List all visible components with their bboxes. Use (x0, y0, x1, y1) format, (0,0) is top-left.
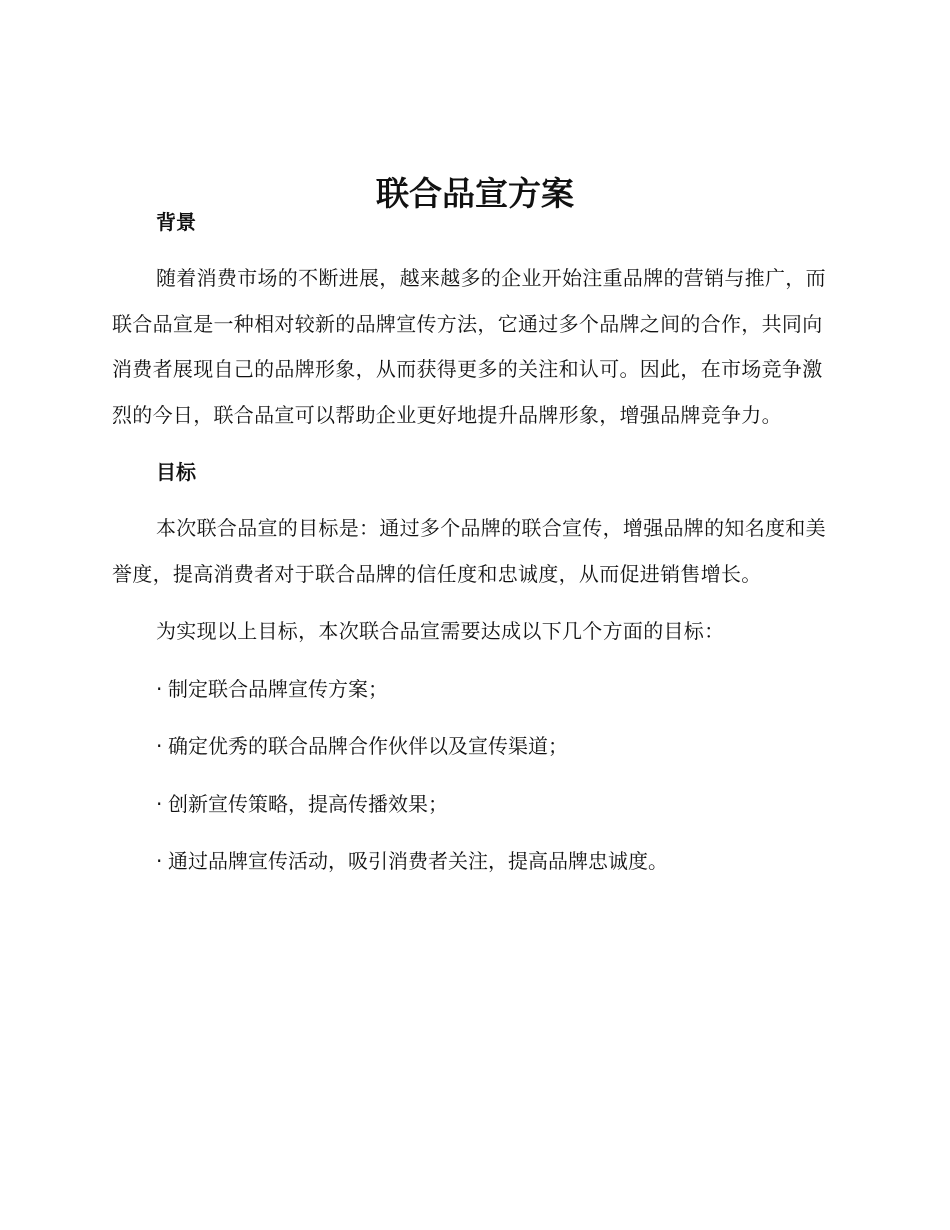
goals-bullet-list (112, 667, 832, 885)
section-goals (112, 450, 832, 885)
list-item (112, 724, 832, 770)
list-item (112, 782, 832, 828)
list-item-text: 创新宣传策略，提高传播效果； (168, 791, 448, 816)
list-item-text: 通过品牌宣传活动，吸引消费者关注，提高品牌忠诚度。 (168, 849, 668, 873)
document-body (112, 200, 832, 897)
section-heading-goals: 目标 (156, 460, 196, 484)
document-title: 联合品宣方案 (376, 174, 574, 214)
section-heading-background: 背景 (156, 210, 196, 234)
list-item (112, 839, 832, 885)
bullet-dot-icon: · (156, 791, 163, 816)
background-paragraph: 随着消费市场的不断进展，越来越多的企业开始注重品牌的营销与推广，而联合品宣是一种相对较新的品牌宣传方法，它通过多个品牌之间的合作，共同向消费者展现自己的品牌形象，从而获得更多的关注和认可。因此，在市场竞争激烈的今日，联合品宣可以帮助企业更好地提升品牌形象，增强品牌竞争力。 (112, 266, 826, 427)
list-item-text: 确定优秀的联合品牌合作伙伴以及宣传渠道； (168, 734, 568, 758)
goals-paragraph-1: 本次联合品宣的目标是：通过多个品牌的联合宣传，增强品牌的知名度和美誉度，提高消费者对于联合品牌的信任度和忠诚度，从而促进销售增长。 (112, 516, 826, 586)
list-item-text: 制定联合品牌宣传方案； (168, 676, 388, 701)
bullet-dot-icon: · (156, 734, 163, 758)
list-item (112, 667, 832, 713)
section-background (112, 200, 832, 438)
bullet-dot-icon: · (156, 849, 163, 873)
bullet-dot-icon: · (156, 676, 163, 701)
goals-paragraph-2: 为实现以上目标，本次联合品宣需要达成以下几个方面的目标： (156, 619, 725, 643)
